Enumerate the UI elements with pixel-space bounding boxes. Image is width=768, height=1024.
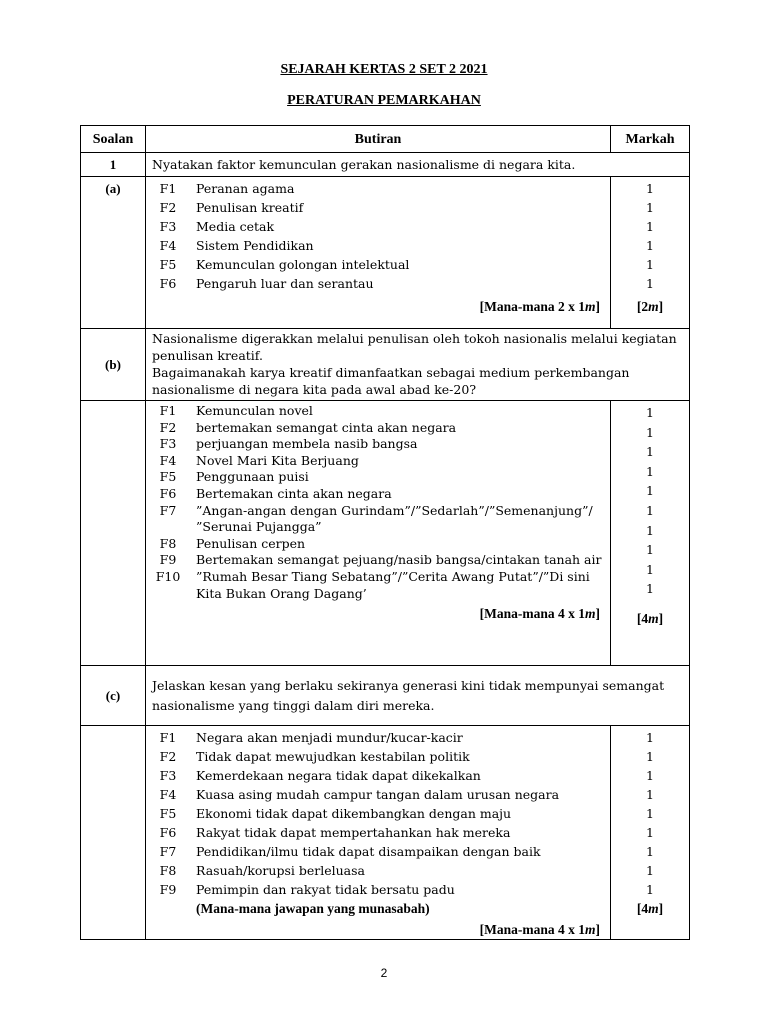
answer-text: Tidak dapat mewujudkan kestabilan politik [196, 749, 470, 764]
answer-text: ”Rumah Besar Tiang Sebatang”/”Cerita Awang Putat”/”Di sini Kita Bukan Orang Dagang’ [196, 568, 590, 601]
part-a-marks [611, 177, 690, 329]
answer-mark: 1 [646, 502, 654, 518]
answer-mark: 1 [646, 181, 654, 196]
answer-text: perjuangan membela nasib bangsa [196, 436, 418, 452]
question-1-row [81, 153, 690, 177]
header-soalan: Soalan [81, 126, 146, 153]
part-a-row [81, 177, 690, 329]
question-1-text: Nyatakan faktor kemunculan gerakan nasionalisme di negara kita. [146, 153, 690, 177]
header-markah: Markah [611, 126, 690, 153]
answer-text: Kemunculan golongan intelektual [196, 257, 410, 272]
document-title: SEJARAH KERTAS 2 SET 2 2021 [280, 62, 488, 77]
part-b-question-line1: Nasionalisme digerakkan melalui penulisan oleh tokoh nasionalis melalui kegiatan penulisan kreatif. [152, 331, 677, 363]
answer-text: Pendidikan/ilmu tidak dapat disampaikan dengan baik [196, 844, 541, 859]
answer-code: F9 [159, 882, 177, 897]
answer-text: Media cetak [196, 219, 275, 234]
answer-mark: 1 [646, 768, 654, 783]
answer-code: F4 [159, 452, 177, 468]
answer-code: F9 [159, 552, 177, 568]
answer-code: F4 [159, 238, 177, 253]
answer-mark: 1 [646, 238, 654, 253]
answer-text: Novel Mari Kita Berjuang [196, 452, 359, 468]
answer-mark: 1 [646, 542, 654, 558]
answer-text: Penggunaan puisi [196, 469, 309, 485]
part-c-answers-row [81, 726, 690, 940]
part-c-mark-total: [4m] [636, 901, 664, 916]
answer-mark: 1 [646, 882, 654, 897]
part-c-answers [146, 726, 611, 940]
answer-list-b [146, 401, 610, 602]
answer-mark: 1 [646, 522, 654, 538]
table-header-row [81, 126, 690, 153]
answer-text: Penulisan kreatif [196, 200, 304, 215]
answer-text: Ekonomi tidak dapat dikembangkan dengan maju [196, 806, 512, 821]
answer-text: Sistem Pendidikan [196, 238, 314, 253]
answer-mark: 1 [646, 787, 654, 802]
answer-code: F8 [159, 863, 177, 878]
answer-code: F8 [159, 535, 177, 551]
part-b-question [146, 329, 690, 401]
answer-mark: 1 [646, 200, 654, 215]
answer-code: F5 [159, 806, 177, 821]
header-butiran: Butiran [146, 126, 611, 153]
answer-mark: 1 [646, 749, 654, 764]
answer-code: F4 [159, 787, 177, 802]
answer-mark: 1 [646, 730, 654, 745]
part-c-marks [611, 726, 690, 940]
part-c-extra-note: (Mana-mana jawapan yang munasabah) [196, 901, 430, 916]
part-a-label: (a) [81, 177, 146, 329]
answer-mark: 1 [646, 219, 654, 234]
answer-list-c [146, 726, 610, 899]
part-b-answers [146, 401, 611, 666]
answer-mark: 1 [646, 424, 654, 440]
part-c-question: Jelaskan kesan yang berlaku sekiranya generasi kini tidak mempunyai semangat nasionalisme yang tinggi dalam diri mereka. [146, 666, 690, 726]
answer-code: F5 [159, 257, 177, 272]
answer-mark: 1 [646, 483, 654, 499]
answer-text: Pengaruh luar dan serantau [196, 276, 374, 291]
answer-text: Kuasa asing mudah campur tangan dalam urusan negara [196, 787, 560, 802]
part-b-marks [611, 401, 690, 666]
answer-mark: 1 [646, 463, 654, 479]
answer-code: F3 [159, 219, 177, 234]
answer-text: Kemunculan novel [196, 403, 313, 418]
part-b-total-note: [Mana-mana 4 x 1m] [479, 606, 600, 622]
question-number: 1 [81, 153, 146, 177]
marking-scheme-table [80, 125, 690, 940]
answer-mark: 1 [646, 844, 654, 859]
answer-text: Pemimpin dan rakyat tidak bersatu padu [196, 882, 455, 897]
answer-code: F6 [159, 825, 177, 840]
answer-code: F5 [159, 469, 177, 485]
document-subtitle: PERATURAN PEMARKAHAN [287, 93, 481, 108]
answer-mark: 1 [646, 444, 654, 460]
answer-code: F6 [159, 276, 177, 291]
part-b-question-row [81, 329, 690, 401]
part-b-mark-total: [4m] [636, 610, 664, 626]
answer-code: F1 [159, 181, 177, 196]
answer-code: F7 [159, 844, 177, 859]
answer-code: F3 [159, 436, 177, 452]
answer-mark: 1 [646, 581, 654, 597]
part-c-total-note: [Mana-mana 4 x 1m] [479, 922, 600, 937]
answer-text: Peranan agama [196, 181, 295, 196]
answer-code: F1 [159, 730, 177, 745]
part-a-answers [146, 177, 611, 329]
answer-mark: 1 [646, 405, 654, 420]
answer-mark: 1 [646, 863, 654, 878]
answer-text: Rakyat tidak dapat mempertahankan hak mereka [196, 825, 511, 840]
part-c-label: (c) [81, 666, 146, 726]
answer-code: F2 [159, 749, 177, 764]
part-b-label: (b) [81, 329, 146, 401]
answer-code: F10 [155, 568, 181, 584]
answer-text: Rasuah/korupsi berleluasa [196, 863, 365, 878]
answer-code: F7 [159, 502, 177, 518]
answer-text: Kemerdekaan negara tidak dapat dikekalkan [196, 768, 481, 783]
part-c-question-row [81, 666, 690, 726]
answer-mark: 1 [646, 825, 654, 840]
answer-code: F2 [159, 419, 177, 435]
part-a-total-note: [Mana-mana 2 x 1m] [479, 299, 600, 314]
answer-text: bertemakan semangat cinta akan negara [196, 419, 457, 435]
answer-code: F2 [159, 200, 177, 215]
answer-mark: 1 [646, 561, 654, 577]
answer-code: F3 [159, 768, 177, 783]
answer-code: F6 [159, 485, 177, 501]
answer-mark: 1 [646, 257, 654, 272]
answer-mark: 1 [646, 276, 654, 291]
answer-text: Penulisan cerpen [196, 535, 306, 551]
answer-text: Bertemakan semangat pejuang/nasib bangsa/cintakan tanah air [196, 552, 602, 568]
page-number: 2 [380, 966, 388, 980]
answer-text: Bertemakan cinta akan negara [196, 485, 392, 501]
part-b-question-line2: Bagaimanakah karya kreatif dimanfaatkan sebagai medium perkembangan nasionalisme di negara kita pada awal abad ke-20? [152, 365, 630, 397]
answer-code: F1 [159, 403, 177, 418]
answer-text: Negara akan menjadi mundur/kucar-kacir [196, 730, 463, 745]
part-a-mark-total: [2m] [636, 299, 664, 314]
answer-text: ”Angan-angan dengan Gurindam”/”Sedarlah”/”Semenanjung”/ ”Serunai Pujangga” [196, 502, 593, 535]
answer-mark: 1 [646, 806, 654, 821]
part-b-answers-row [81, 401, 690, 666]
answer-list-a [146, 177, 610, 293]
